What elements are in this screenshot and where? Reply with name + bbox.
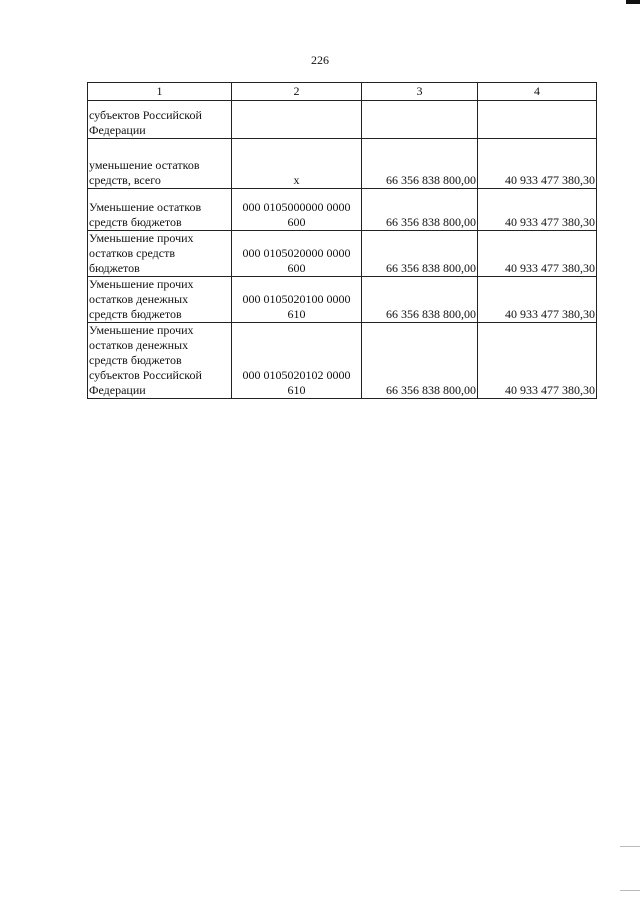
column-header: 4 — [478, 83, 597, 101]
row-code-cell — [232, 231, 362, 277]
table-row — [88, 101, 597, 139]
column-header: 3 — [362, 83, 478, 101]
row-code: 000 0105020102 0000 610 — [242, 368, 351, 397]
row-col4-value: 40 933 477 380,30 — [505, 215, 595, 229]
row-code-cell — [232, 139, 362, 189]
row-col4-cell — [478, 139, 597, 189]
row-col4-cell — [478, 189, 597, 231]
row-name-cell — [88, 277, 232, 323]
table-header-row — [88, 83, 597, 101]
row-code: 000 0105000000 0000 600 — [242, 200, 351, 229]
row-name: Уменьшение прочих остатков средств бюджетов — [89, 231, 194, 275]
row-col3-value: 66 356 838 800,00 — [386, 307, 476, 321]
row-col4-value: 40 933 477 380,30 — [505, 261, 595, 275]
row-code: 000 0105020000 0000 600 — [242, 246, 351, 275]
row-col4-cell — [478, 101, 597, 139]
budget-table — [87, 82, 597, 399]
row-col4-value: 40 933 477 380,30 — [505, 307, 595, 321]
table-row — [88, 231, 597, 277]
row-col3-value: 66 356 838 800,00 — [386, 261, 476, 275]
row-code: 000 0105020100 0000 610 — [242, 292, 351, 321]
row-name-cell — [88, 231, 232, 277]
row-code-cell — [232, 323, 362, 399]
row-col3-value: 66 356 838 800,00 — [386, 383, 476, 397]
row-name: Уменьшение прочих остатков денежных средств бюджетов — [89, 277, 194, 321]
row-col3-value: 66 356 838 800,00 — [386, 215, 476, 229]
scan-edge-line — [620, 846, 640, 847]
table-row — [88, 189, 597, 231]
row-col3-cell — [362, 189, 478, 231]
row-name-cell — [88, 323, 232, 399]
row-col4-value: 40 933 477 380,30 — [505, 173, 595, 187]
row-name: уменьшение остатков средств, всего — [89, 158, 200, 187]
scan-edge-line — [620, 890, 640, 891]
row-col3-cell — [362, 139, 478, 189]
row-col4-value: 40 933 477 380,30 — [505, 383, 595, 397]
page-number: 226 — [311, 53, 329, 67]
row-code-cell — [232, 189, 362, 231]
row-name: Уменьшение прочих остатков денежных средств бюджетов субъектов Российской Федерации — [89, 323, 202, 397]
table-row — [88, 277, 597, 323]
row-name-cell — [88, 139, 232, 189]
row-col3-value: 66 356 838 800,00 — [386, 173, 476, 187]
row-col4-cell — [478, 323, 597, 399]
row-code-cell — [232, 101, 362, 139]
column-header: 2 — [232, 83, 362, 101]
table-row — [88, 323, 597, 399]
row-name: Уменьшение остатков средств бюджетов — [89, 200, 202, 229]
row-col3-cell — [362, 231, 478, 277]
table-row — [88, 139, 597, 189]
row-code: х — [293, 173, 300, 187]
row-col3-cell — [362, 101, 478, 139]
row-code-cell — [232, 277, 362, 323]
row-col3-cell — [362, 323, 478, 399]
row-name-cell — [88, 101, 232, 139]
row-col4-cell — [478, 231, 597, 277]
row-col3-cell — [362, 277, 478, 323]
row-col4-cell — [478, 277, 597, 323]
scan-edge-mark — [626, 0, 640, 4]
row-name: субъектов Российской Федерации — [89, 108, 202, 137]
row-name-cell — [88, 189, 232, 231]
column-header: 1 — [88, 83, 232, 101]
